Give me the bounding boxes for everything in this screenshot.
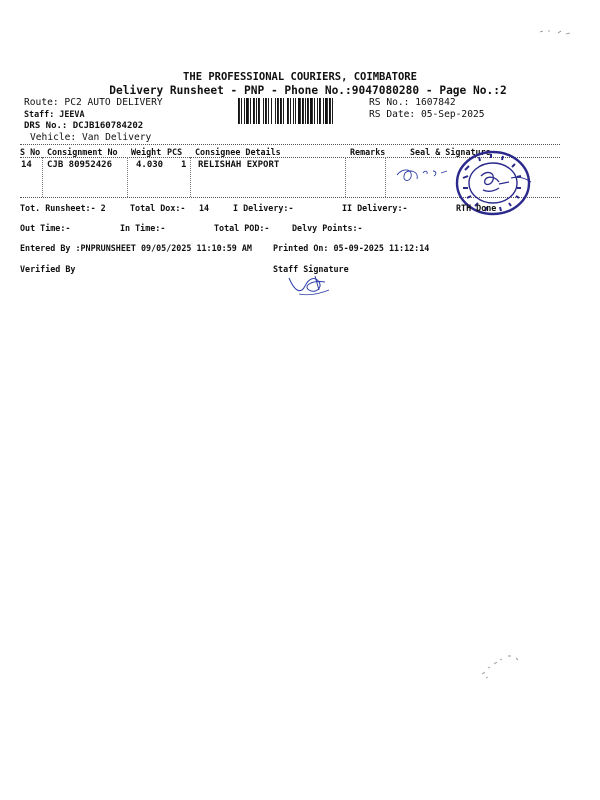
- col-separator: [42, 157, 43, 197]
- vehicle-text: Vehicle: Van Delivery: [30, 132, 152, 143]
- row-sno: 14: [21, 160, 32, 170]
- barcode-image: [238, 98, 365, 124]
- row-consignment: CJB 80952426: [47, 160, 113, 170]
- ii-delivery: II Delivery:-: [342, 203, 408, 213]
- col-header-seal: Seal & Signature: [410, 147, 491, 157]
- row-weight: 4.030: [136, 160, 164, 170]
- company-title: THE PROFESSIONAL COURIERS, COIMBATORE: [183, 71, 417, 83]
- rth-done: RTH Done: [456, 203, 497, 213]
- in-time: In Time:-: [120, 223, 166, 233]
- staff-signature-label: Staff Signature: [273, 264, 349, 274]
- staff-signature-mark: [285, 272, 335, 298]
- col-header-pcs: PCS: [167, 147, 183, 157]
- drs-number: DRS No.: DCJB160784202: [24, 121, 144, 131]
- col-separator: [345, 157, 346, 197]
- scan-speck-mark: [478, 650, 524, 680]
- i-delivery: I Delivery:-: [233, 203, 294, 213]
- total-dox-label: Total Dox:-: [130, 203, 186, 213]
- col-header-sno: S No: [20, 147, 41, 157]
- col-header-weight: Weight: [131, 147, 162, 157]
- receiver-signature: [393, 161, 453, 191]
- runsheet-title: Delivery Runsheet - PNP - Phone No.:9047080280 - Page No.:2: [109, 84, 507, 97]
- tot-runsheet: Tot. Runsheet:- 2: [20, 203, 106, 213]
- row-pcs: 1: [181, 160, 187, 170]
- col-header-remarks: Remarks: [350, 147, 386, 157]
- scan-speck-mark: [538, 26, 574, 36]
- rs-date: RS Date: 05-Sep-2025: [369, 109, 485, 120]
- staff-text: Staff: JEEVA: [24, 109, 85, 119]
- verified-by: Verified By: [20, 264, 76, 274]
- row-consignee: RELISHAH EXPORT: [198, 160, 280, 170]
- total-pod: Total POD:-: [214, 223, 270, 233]
- rs-number: RS No.: 1607842: [369, 97, 456, 108]
- col-separator: [190, 157, 191, 197]
- delvy-points: Delvy Points:-: [292, 223, 363, 233]
- col-header-consignee: Consignee Details: [195, 147, 281, 157]
- col-header-consignment: Consignment No: [47, 147, 118, 157]
- col-separator: [127, 157, 128, 197]
- printed-on: Printed On: 05-09-2025 11:12:14: [273, 243, 430, 253]
- total-dox-value: 14: [199, 203, 210, 213]
- entered-by: Entered By :PNPRUNSHEET 09/05/2025 11:10:59 AM: [20, 243, 252, 253]
- table-top-rule: [20, 144, 560, 145]
- col-separator: [385, 157, 386, 197]
- route-text: Route: PC2 AUTO DELIVERY: [24, 97, 163, 108]
- out-time: Out Time:-: [20, 223, 71, 233]
